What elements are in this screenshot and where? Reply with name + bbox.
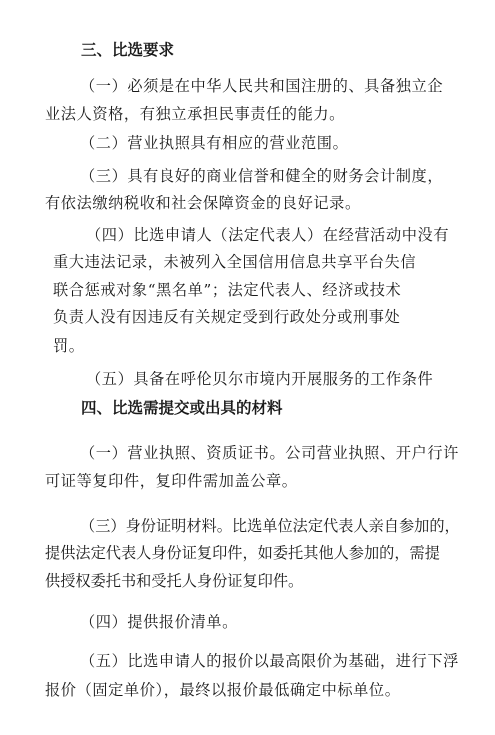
s3-p4-line2: 重大违法记录，未被列入全国信用信息共享平台失信 <box>53 253 417 271</box>
s3-p2-line1: （二）营业执照具有相应的营业范围。 <box>80 134 349 152</box>
section-4-heading: 四、比选需提交或出具的材料 <box>81 399 283 417</box>
s4-p1-line2: 可证等复印件，复印件需加盖公章。 <box>45 472 298 490</box>
s4-p3-line3: 供授权委托书和受托人身份证复印件。 <box>45 572 304 590</box>
s3-p4-line3: 联合惩戒对象“黑名单”；法定代表人、经济或技术 <box>53 281 402 299</box>
section-3-heading: 三、比选要求 <box>81 41 175 59</box>
s3-p3-line1: （三）具有良好的商业信誉和健全的财务会计制度， <box>80 167 444 185</box>
s4-p4-line1: （四）提供报价清单。 <box>80 613 238 631</box>
s3-p4-line1: （四）比选申请人（法定代表人）在经营活动中没有 <box>86 226 450 244</box>
s4-p5-line2: 报价（固定单价），最终以报价最低确定中标单位。 <box>45 681 401 699</box>
s4-p3-line1: （三）身份证明材料。比选单位法定代表人亲自参加的， <box>80 517 460 535</box>
s3-p5-line1: （五）具备在呼伦贝尔市境内开展服务的工作条件 <box>86 370 434 388</box>
s3-p1-line1: （一）必须是在中华人民共和国注册的、具备独立企 <box>80 77 444 95</box>
s3-p4-line5: 罚。 <box>53 337 85 355</box>
s3-p3-line2: 有依法缴纳税收和社会保障资金的良好记录。 <box>45 194 361 212</box>
s4-p5-line1: （五）比选申请人的报价以最高限价为基础，进行下浮 <box>80 652 459 670</box>
s4-p3-line2: 提供法定代表人身份证复印件，如委托其他人参加的，需提 <box>45 544 440 562</box>
s3-p4-line4: 负责人没有因违反有关规定受到行政处分或刑事处 <box>53 308 401 326</box>
s4-p1-line1: （一）营业执照、资质证书。公司营业执照、开户行许 <box>80 444 459 462</box>
s3-p1-line2: 业法人资格，有独立承担民事责任的能力。 <box>45 105 345 123</box>
